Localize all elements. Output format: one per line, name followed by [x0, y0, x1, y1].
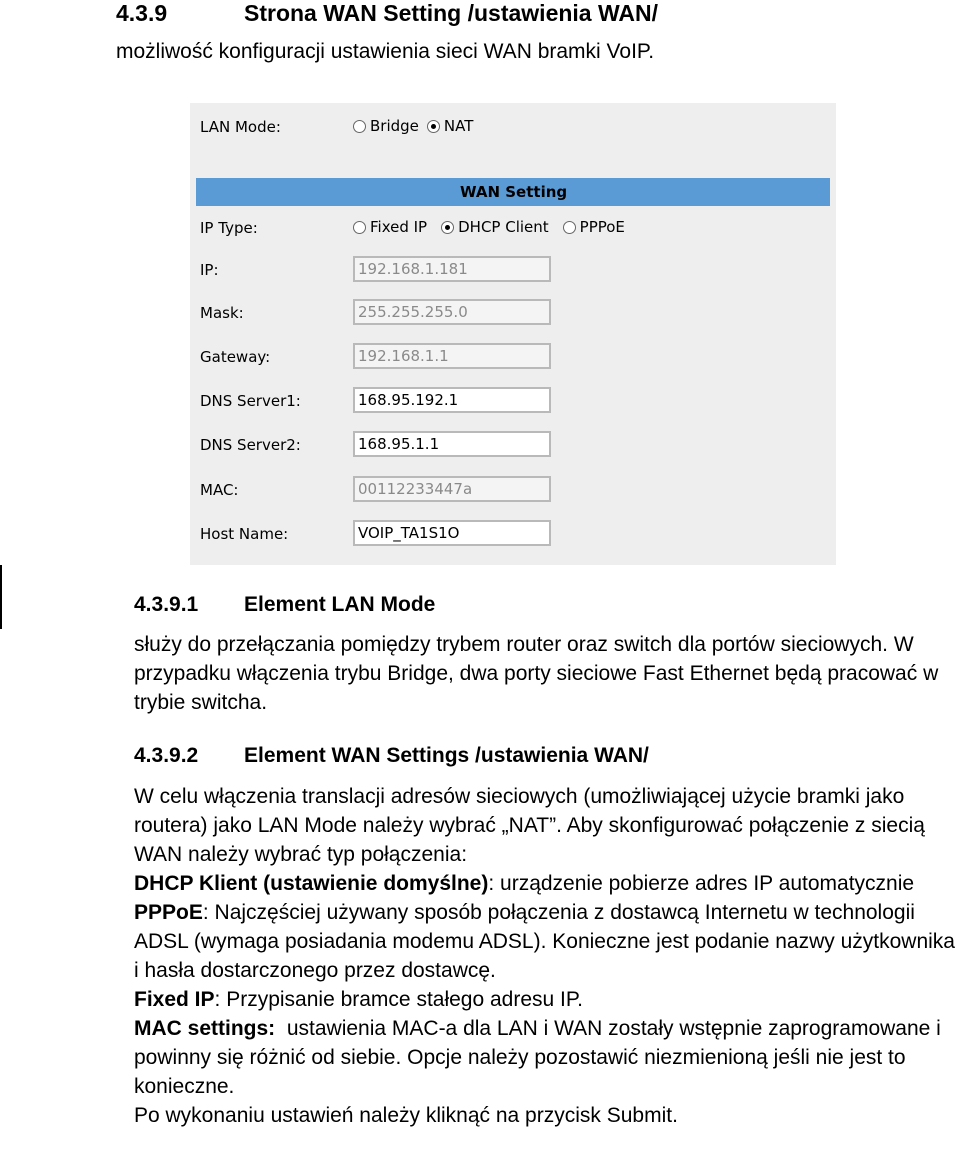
fixed-ip-item	[134, 985, 960, 1014]
mac-row	[190, 476, 836, 506]
ip-type-fixed-radio[interactable]	[353, 221, 366, 234]
subsection-heading-lan-mode	[134, 593, 435, 617]
dns1-label: DNS Server1:	[200, 392, 301, 410]
lan-mode-bridge-radio[interactable]	[353, 120, 366, 133]
ip-field[interactable]	[353, 256, 551, 282]
section-heading	[116, 0, 658, 27]
subsection-title: Element WAN Settings /ustawienia WAN/	[244, 744, 649, 767]
section-title: Strona WAN Setting /ustawienia WAN/	[244, 0, 659, 26]
lan-mode-nat-radio[interactable]	[427, 120, 440, 133]
ip-type-dhcp-label: DHCP Client	[458, 218, 549, 236]
host-name-label: Host Name:	[200, 525, 289, 543]
subsection-number: 4.3.9.1	[134, 593, 199, 616]
mac-field[interactable]	[353, 476, 551, 502]
ip-type-pppoe-radio[interactable]	[563, 221, 576, 234]
section-number: 4.3.9	[116, 0, 168, 26]
wan-setting-screenshot	[190, 103, 836, 565]
ip-type-row	[190, 214, 836, 244]
lan-mode-options	[353, 117, 487, 135]
host-name-row	[190, 520, 836, 550]
wan-intro-text: W celu włączenia translacji adresów sieciowych (umożliwiającej użycie bramki jako routera) jako LAN Mode należy wybrać „NAT”. Aby skonfigurować połączenie z siecią WAN należy wybrać typ połączenia:	[134, 785, 925, 866]
gateway-label: Gateway:	[200, 348, 271, 366]
section-subtitle: możliwość konfiguracji ustawienia sieci WAN bramki VoIP.	[116, 40, 655, 63]
dhcp-item	[134, 869, 960, 898]
ip-label: IP:	[200, 261, 219, 279]
wan-settings-description	[134, 782, 960, 1130]
mac-label: MAC:	[200, 481, 239, 499]
dns1-row	[190, 387, 836, 417]
gateway-field[interactable]	[353, 343, 551, 369]
ip-type-label: IP Type:	[200, 219, 258, 237]
pppoe-text: : Najczęściej używany sposób połączenia z dostawcą Internetu w technologii ADSL (wymaga posiadania modemu ADSL). Konieczne jest podanie nazwy użytkownika i hasła dostarczonego przez dostawcę.	[134, 901, 955, 982]
subsection-heading-wan-settings	[134, 744, 649, 768]
mask-row	[190, 299, 836, 329]
dns2-field[interactable]	[353, 431, 551, 457]
mac-settings-item	[134, 1014, 960, 1101]
lan-mode-text: służy do przełączania pomiędzy trybem router oraz switch dla portów sieciowych. W przypadku włączenia trybu Bridge, dwa porty sieciowe Fast Ethernet będą pracować w trybie switcha.	[134, 633, 939, 714]
dhcp-text: : urządzenie pobierze adres IP automatycznie	[488, 872, 915, 895]
change-bar	[0, 565, 2, 629]
ip-type-options	[353, 218, 639, 236]
ip-type-dhcp-radio[interactable]	[441, 221, 454, 234]
gateway-row	[190, 343, 836, 373]
mask-label: Mask:	[200, 304, 244, 322]
fixed-ip-term: Fixed IP	[134, 988, 215, 1011]
ip-row	[190, 256, 836, 286]
lan-mode-row	[190, 113, 836, 143]
dns2-label: DNS Server2:	[200, 436, 301, 454]
ip-type-fixed-label: Fixed IP	[370, 218, 428, 236]
ip-type-pppoe-label: PPPoE	[579, 218, 625, 236]
subsection-title: Element LAN Mode	[244, 593, 436, 616]
dns1-field[interactable]	[353, 387, 551, 413]
pppoe-term: PPPoE	[134, 901, 203, 924]
mac-settings-term: MAC settings:	[134, 1017, 276, 1040]
wan-setting-banner	[196, 178, 830, 206]
fixed-ip-text: : Przypisanie bramce stałego adresu IP.	[214, 988, 584, 1011]
host-name-field[interactable]	[353, 520, 551, 546]
lan-mode-description	[134, 630, 960, 717]
dns2-row	[190, 431, 836, 461]
subsection-number: 4.3.9.2	[134, 744, 199, 767]
mask-field[interactable]	[353, 299, 551, 325]
dhcp-term: DHCP Klient (ustawienie domyślne)	[134, 872, 489, 895]
pppoe-item	[134, 898, 960, 985]
lan-mode-nat-label: NAT	[443, 117, 474, 135]
mac-settings-text: ustawienia MAC-a dla LAN i WAN zostały wstępnie zaprogramowane i powinny się różnić od siebie. Opcje należy pozostawić niezmienioną jeśli nie jest to konieczne.	[134, 1017, 947, 1098]
lan-mode-label: LAN Mode:	[200, 118, 281, 136]
banner-title: WAN Setting	[460, 183, 568, 201]
closing-text: Po wykonaniu ustawień należy kliknąć na przycisk Submit.	[134, 1104, 678, 1127]
lan-mode-bridge-label: Bridge	[370, 117, 419, 135]
